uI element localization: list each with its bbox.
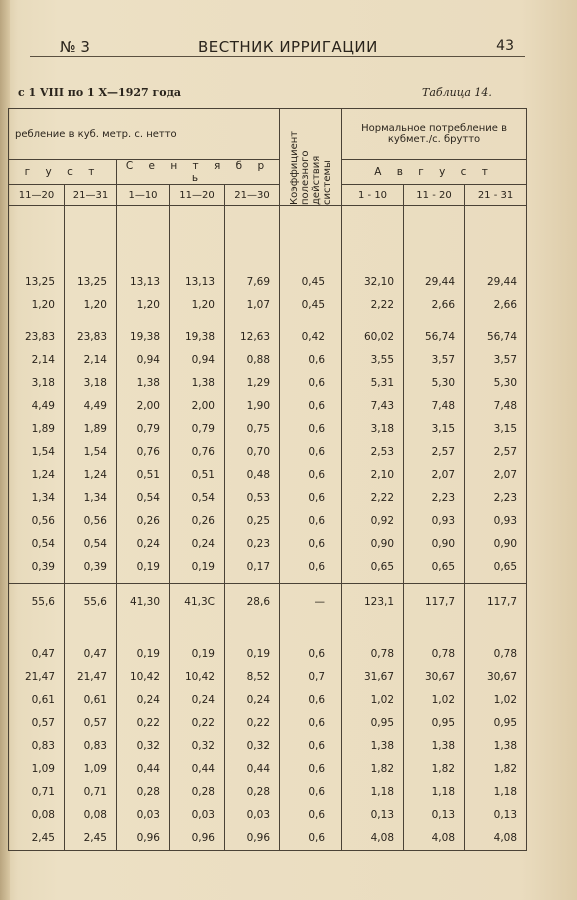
table-cell: 0,94 xyxy=(191,354,215,366)
table-cell: 0,6 xyxy=(308,717,326,729)
subheader: 11 - 20 xyxy=(404,185,465,206)
table-cell: 2,57 xyxy=(493,446,518,458)
table-cell: 13,13 xyxy=(129,276,160,288)
table-column xyxy=(404,206,465,584)
table-cell: 0,24 xyxy=(191,694,215,706)
table-cell: 0,78 xyxy=(431,648,456,660)
table-cell: 0,22 xyxy=(191,717,215,729)
table-cell: 0,26 xyxy=(136,515,160,527)
table-cell: 2,45 xyxy=(31,832,55,844)
table-cell: 0,6 xyxy=(308,492,326,504)
table-cell: 13,25 xyxy=(24,276,55,288)
table-cell: 3,18 xyxy=(83,377,107,389)
table-cell: 0,78 xyxy=(493,648,518,660)
table-cell: 0,13 xyxy=(431,809,456,821)
table-column xyxy=(280,584,342,851)
table-body-section-1 xyxy=(9,206,527,584)
table-cell: 0,39 xyxy=(83,561,107,573)
table-column xyxy=(65,206,117,584)
table-cell: 0,19 xyxy=(191,561,215,573)
table-cell: 0,56 xyxy=(31,515,55,527)
table-cell: 1,38 xyxy=(370,740,395,752)
table-cell: 0,7 xyxy=(308,671,326,683)
table-cell: 2,45 xyxy=(83,832,107,844)
table-cell: 0,6 xyxy=(308,469,326,481)
table-cell: 32,10 xyxy=(363,276,395,288)
table-cell: 1,38 xyxy=(136,377,160,389)
table-cell: 0,26 xyxy=(191,515,215,527)
table-cell: 0,08 xyxy=(31,809,55,821)
table-cell: 0,24 xyxy=(136,694,160,706)
table-label: Таблица 14. xyxy=(422,86,492,99)
table-cell: 2,23 xyxy=(493,492,518,504)
total-cell: — xyxy=(314,596,326,608)
table-cell: 0,6 xyxy=(308,809,326,821)
table-cell: 0,19 xyxy=(246,648,271,660)
table-cell: 0,19 xyxy=(136,561,160,573)
table-cell: 0,44 xyxy=(246,763,271,775)
table-cell: 0,6 xyxy=(308,694,326,706)
table-cell: 0,22 xyxy=(246,717,271,729)
table-cell: 0,17 xyxy=(246,561,271,573)
table-cell: 0,47 xyxy=(83,648,107,660)
table-cell: 2,66 xyxy=(493,299,518,311)
table-cell: 4,08 xyxy=(493,832,518,844)
table-cell: 8,52 xyxy=(246,671,271,683)
table-cell: 0,76 xyxy=(136,446,160,458)
table-cell: 7,69 xyxy=(246,276,271,288)
table-cell: 1,09 xyxy=(83,763,107,775)
table-column xyxy=(117,584,170,851)
total-cell: 123,1 xyxy=(363,596,395,608)
table-cell: 0,83 xyxy=(31,740,55,752)
table-cell: 0,25 xyxy=(246,515,271,527)
table-cell: 0,28 xyxy=(246,786,271,798)
table-cell: 0,90 xyxy=(431,538,456,550)
table-cell: 5,30 xyxy=(431,377,456,389)
table-cell: 0,78 xyxy=(370,648,395,660)
table-cell: 0,57 xyxy=(83,717,107,729)
total-cell: 55,6 xyxy=(83,596,107,608)
table-cell: 0,44 xyxy=(136,763,160,775)
header-net-consumption: ребление в куб. метр. с. нетто xyxy=(9,109,280,160)
table-cell: 0,28 xyxy=(136,786,160,798)
table-cell: 0,28 xyxy=(191,786,215,798)
table-cell: 1,38 xyxy=(493,740,518,752)
table-cell: 0,6 xyxy=(308,400,326,412)
table-cell: 0,61 xyxy=(31,694,55,706)
table-cell: 0,19 xyxy=(191,648,215,660)
header-august-partial: г у с т xyxy=(9,160,117,185)
table-cell: 1,82 xyxy=(493,763,518,775)
table-cell: 0,22 xyxy=(136,717,160,729)
table-cell: 0,32 xyxy=(136,740,160,752)
table-cell: 30,67 xyxy=(486,671,518,683)
subheader: 21 - 31 xyxy=(465,185,527,206)
table-cell: 0,32 xyxy=(191,740,215,752)
table-cell: 4,49 xyxy=(83,400,107,412)
table-cell: 29,44 xyxy=(486,276,518,288)
table-cell: 0,71 xyxy=(83,786,107,798)
table-cell: 0,6 xyxy=(308,648,326,660)
table-column xyxy=(342,206,404,584)
table-cell: 1,09 xyxy=(31,763,55,775)
table-cell: 1,24 xyxy=(31,469,55,481)
table-cell: 1,07 xyxy=(246,299,271,311)
table-cell: 10,42 xyxy=(184,671,215,683)
table-cell: 0,95 xyxy=(493,717,518,729)
table-column xyxy=(225,206,280,584)
table-cell: 2,07 xyxy=(431,469,456,481)
table-cell: 23,83 xyxy=(24,331,55,343)
table-cell: 0,79 xyxy=(191,423,215,435)
table-cell: 2,10 xyxy=(370,469,395,481)
table-cell: 0,6 xyxy=(308,538,326,550)
table-cell: 1,90 xyxy=(246,400,271,412)
table-cell: 3,55 xyxy=(370,354,395,366)
table-cell: 0,90 xyxy=(370,538,395,550)
table-column xyxy=(9,584,65,851)
table-cell: 0,65 xyxy=(493,561,518,573)
table-cell: 0,45 xyxy=(301,299,326,311)
table-cell: 3,15 xyxy=(493,423,518,435)
table-column xyxy=(465,584,527,851)
table-cell: 0,39 xyxy=(31,561,55,573)
issue-number: № 3 xyxy=(60,38,90,56)
table-cell: 3,18 xyxy=(31,377,55,389)
total-cell: 117,7 xyxy=(424,596,456,608)
table-cell: 1,34 xyxy=(83,492,107,504)
table-cell: 1,34 xyxy=(31,492,55,504)
table-cell: 0,44 xyxy=(191,763,215,775)
table-cell: 0,42 xyxy=(301,331,326,343)
table-cell: 2,66 xyxy=(431,299,456,311)
table-cell: 7,48 xyxy=(431,400,456,412)
table-column xyxy=(65,584,117,851)
table-cell: 1,20 xyxy=(136,299,160,311)
table-cell: 0,19 xyxy=(136,648,160,660)
total-cell: 41,30 xyxy=(129,596,160,608)
table-cell: 30,67 xyxy=(424,671,456,683)
table-cell: 3,18 xyxy=(370,423,395,435)
table-cell: 5,31 xyxy=(370,377,395,389)
table-cell: 0,75 xyxy=(246,423,271,435)
table-cell: 0,93 xyxy=(493,515,518,527)
table-cell: 0,6 xyxy=(308,515,326,527)
table-cell: 0,76 xyxy=(191,446,215,458)
table-column xyxy=(170,584,225,851)
table-cell: 1,18 xyxy=(493,786,518,798)
table-cell: 2,23 xyxy=(431,492,456,504)
header-august: А в г у с т xyxy=(342,160,527,185)
table-cell: 60,02 xyxy=(363,331,395,343)
table-cell: 1,89 xyxy=(83,423,107,435)
total-cell: 55,6 xyxy=(31,596,55,608)
table-column xyxy=(342,584,404,851)
table-column xyxy=(9,206,65,584)
table-cell: 56,74 xyxy=(424,331,456,343)
table-cell: 0,95 xyxy=(370,717,395,729)
table-cell: 7,48 xyxy=(493,400,518,412)
table-cell: 21,47 xyxy=(76,671,107,683)
table-cell: 3,15 xyxy=(431,423,456,435)
table-cell: 2,14 xyxy=(31,354,55,366)
table-cell: 0,6 xyxy=(308,423,326,435)
table-cell: 56,74 xyxy=(486,331,518,343)
table-cell: 0,6 xyxy=(308,561,326,573)
table-cell: 31,67 xyxy=(363,671,395,683)
table-cell: 1,18 xyxy=(370,786,395,798)
table-cell: 0,83 xyxy=(83,740,107,752)
table-cell: 1,02 xyxy=(370,694,395,706)
subheader: 11—20 xyxy=(9,185,65,206)
table-cell: 2,00 xyxy=(191,400,215,412)
table-cell: 1,38 xyxy=(191,377,215,389)
table-cell: 0,57 xyxy=(31,717,55,729)
table-period: с 1 VIII по 1 X—1927 года xyxy=(18,86,182,99)
table-cell: 3,57 xyxy=(493,354,518,366)
table-cell: 1,54 xyxy=(31,446,55,458)
table-cell: 10,42 xyxy=(129,671,160,683)
table-cell: 0,54 xyxy=(136,492,160,504)
table-cell: 0,6 xyxy=(308,377,326,389)
table-cell: 0,23 xyxy=(246,538,271,550)
header-september: С е н т я б р ь xyxy=(117,160,280,185)
table-cell: 0,93 xyxy=(431,515,456,527)
table-cell: 0,03 xyxy=(246,809,271,821)
table-cell: 0,56 xyxy=(83,515,107,527)
table-cell: 0,71 xyxy=(31,786,55,798)
subheader: 21—30 xyxy=(225,185,280,206)
table-column xyxy=(117,206,170,584)
header-efficiency xyxy=(280,109,342,206)
table-cell: 1,89 xyxy=(31,423,55,435)
table-cell: 0,92 xyxy=(370,515,395,527)
table-cell: 0,24 xyxy=(136,538,160,550)
table-body-section-2 xyxy=(9,584,527,851)
table-cell: 0,54 xyxy=(191,492,215,504)
table-cell: 0,51 xyxy=(191,469,215,481)
table-cell: 4,49 xyxy=(31,400,55,412)
table-cell: 0,03 xyxy=(191,809,215,821)
table-cell: 0,96 xyxy=(136,832,160,844)
table-cell: 2,07 xyxy=(493,469,518,481)
table-cell: 1,20 xyxy=(31,299,55,311)
table-cell: 0,6 xyxy=(308,763,326,775)
table-cell: 0,51 xyxy=(136,469,160,481)
table-column xyxy=(225,584,280,851)
table-cell: 0,24 xyxy=(246,694,271,706)
table-cell: 1,54 xyxy=(83,446,107,458)
table-cell: 2,00 xyxy=(136,400,160,412)
data-table xyxy=(8,108,527,851)
table-cell: 1,20 xyxy=(191,299,215,311)
table-cell: 2,53 xyxy=(370,446,395,458)
table-cell: 19,38 xyxy=(129,331,160,343)
subheader: 1—10 xyxy=(117,185,170,206)
table-cell: 0,96 xyxy=(246,832,271,844)
total-cell: 117,7 xyxy=(486,596,518,608)
table-cell: 0,61 xyxy=(83,694,107,706)
table-cell: 1,02 xyxy=(431,694,456,706)
table-cell: 0,54 xyxy=(83,538,107,550)
table-cell: 21,47 xyxy=(24,671,55,683)
table-cell: 12,63 xyxy=(239,331,271,343)
table-cell: 1,38 xyxy=(431,740,456,752)
table-cell: 13,25 xyxy=(76,276,107,288)
table-cell: 0,03 xyxy=(136,809,160,821)
table-cell: 0,6 xyxy=(308,354,326,366)
table-cell: 0,13 xyxy=(493,809,518,821)
table-cell: 0,65 xyxy=(431,561,456,573)
table-column xyxy=(280,206,342,584)
table-cell: 3,57 xyxy=(431,354,456,366)
table-cell: 0,47 xyxy=(31,648,55,660)
table-cell: 0,65 xyxy=(370,561,395,573)
table-cell: 1,02 xyxy=(493,694,518,706)
header-gross-consumption: Нормальное потребление в кубмет./с. брутто xyxy=(342,109,527,160)
table-cell: 5,30 xyxy=(493,377,518,389)
table-cell: 0,6 xyxy=(308,832,326,844)
table-cell: 0,45 xyxy=(301,276,326,288)
table-cell: 0,90 xyxy=(493,538,518,550)
table-cell: 0,13 xyxy=(370,809,395,821)
table-cell: 19,38 xyxy=(184,331,215,343)
table-cell: 0,48 xyxy=(246,469,271,481)
table-cell: 29,44 xyxy=(424,276,456,288)
total-cell: 41,3C xyxy=(184,596,215,608)
table-cell: 0,79 xyxy=(136,423,160,435)
table-cell: 1,20 xyxy=(83,299,107,311)
page-number: 43 xyxy=(496,38,514,54)
subheader: 21—31 xyxy=(65,185,117,206)
header-rule xyxy=(30,56,525,57)
journal-title: ВЕСТНИК ИРРИГАЦИИ xyxy=(198,38,378,56)
table-cell: 0,88 xyxy=(246,354,271,366)
subheader: 1 - 10 xyxy=(342,185,404,206)
table-cell: 0,24 xyxy=(191,538,215,550)
subheader: 11—20 xyxy=(170,185,225,206)
table-cell: 4,08 xyxy=(431,832,456,844)
table-cell: 1,82 xyxy=(431,763,456,775)
table-cell: 0,95 xyxy=(431,717,456,729)
table-cell: 23,83 xyxy=(76,331,107,343)
table-cell: 2,22 xyxy=(370,492,395,504)
table-cell: 7,43 xyxy=(370,400,395,412)
table-cell: 0,54 xyxy=(31,538,55,550)
table-cell: 2,14 xyxy=(83,354,107,366)
table-column xyxy=(465,206,527,584)
total-cell: 28,6 xyxy=(246,596,271,608)
table-cell: 0,6 xyxy=(308,740,326,752)
table-cell: 0,70 xyxy=(246,446,271,458)
efficiency-label: Коэффициент полезного действия системы xyxy=(288,130,333,205)
table-cell: 0,32 xyxy=(246,740,271,752)
table-cell: 0,6 xyxy=(308,786,326,798)
table-cell: 2,22 xyxy=(370,299,395,311)
table-cell: 0,6 xyxy=(308,446,326,458)
table-cell: 0,08 xyxy=(83,809,107,821)
table-cell: 2,57 xyxy=(431,446,456,458)
table-cell: 4,08 xyxy=(370,832,395,844)
table-cell: 13,13 xyxy=(184,276,215,288)
table-column xyxy=(404,584,465,851)
table-cell: 1,18 xyxy=(431,786,456,798)
table-column xyxy=(170,206,225,584)
table-cell: 1,29 xyxy=(246,377,271,389)
table-cell: 0,94 xyxy=(136,354,160,366)
table-cell: 1,24 xyxy=(83,469,107,481)
table-cell: 0,96 xyxy=(191,832,215,844)
table-cell: 1,82 xyxy=(370,763,395,775)
table-cell: 0,53 xyxy=(246,492,271,504)
